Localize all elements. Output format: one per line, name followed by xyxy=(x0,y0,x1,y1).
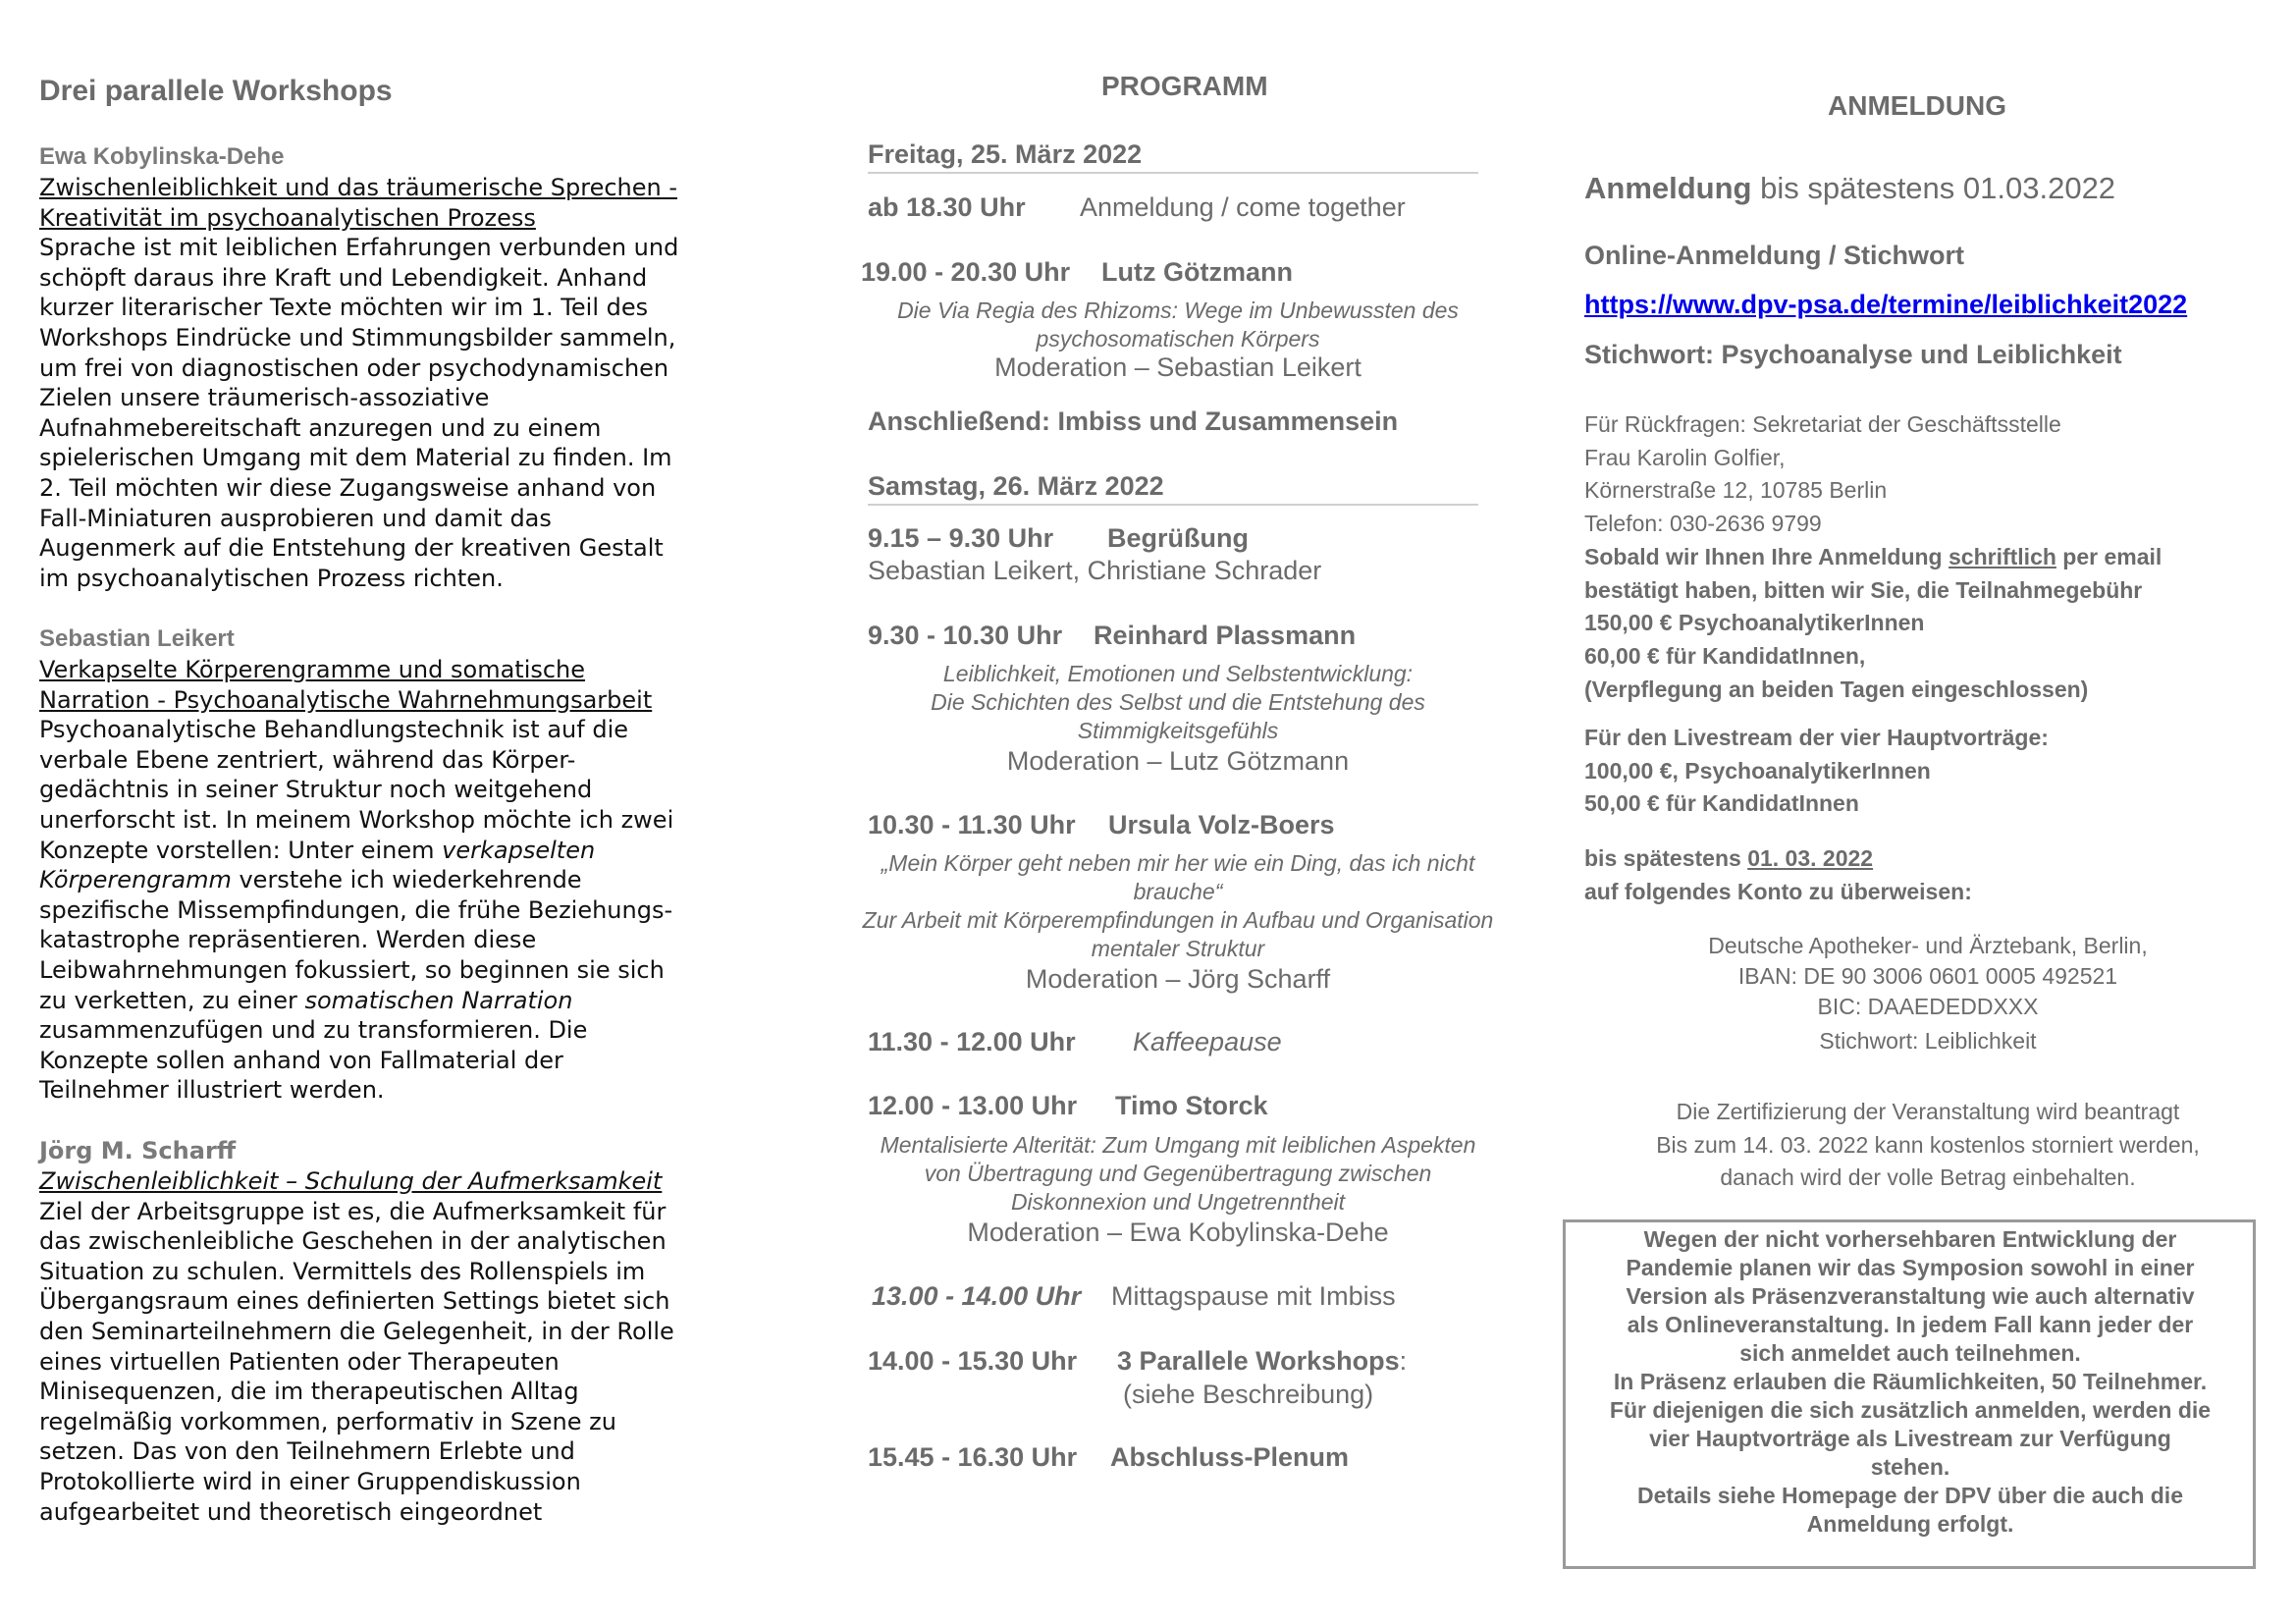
notice-line: Version als Präsenzveranstaltung wie auch alternativ xyxy=(1626,1283,2195,1309)
divider xyxy=(868,504,1478,506)
sat-6-time: 13.00 - 14.00 Uhr xyxy=(872,1281,1082,1311)
fee-line xyxy=(1584,541,2162,574)
fri-2-speaker: Lutz Götzmann xyxy=(1101,257,1293,287)
text-line xyxy=(39,865,726,895)
cert-line: Bis zum 14. 03. 2022 kann kostenlos storniert werden, xyxy=(1656,1131,2200,1158)
payment-line xyxy=(1584,842,1972,876)
online-registration-label: Online-Anmeldung / Stichwort xyxy=(1584,241,1964,270)
sat-6-text: Mittagspause mit Imbiss xyxy=(1111,1281,1396,1311)
text-line: regelmäßig vorkommen, performativ in Szene zu xyxy=(39,1407,616,1435)
talk-line: Mentalisierte Alterität: Zum Umgang mit leiblichen Aspekten xyxy=(880,1132,1476,1158)
notice-line: sich anmeldet auch teilnehmen. xyxy=(1739,1340,2081,1366)
notice-line: stehen. xyxy=(1870,1454,1950,1480)
text-line xyxy=(39,986,726,1016)
text-line: Sprache ist mit leiblichen Erfahrungen verbunden und xyxy=(39,234,679,262)
text-line: schöpft daraus ihre Kraft und Lebendigkeit. Anhand xyxy=(39,263,648,292)
notice-line: In Präsenz erlauben die Räumlichkeiten, 50 Teilnehmer. xyxy=(1613,1369,2208,1394)
underlined-word: schriftlich xyxy=(1949,544,2056,569)
text-segment: Sobald wir Ihnen Ihre Anmeldung xyxy=(1584,544,1949,569)
text-line: Aufnahmebereitschaft anzuregen und zu einem xyxy=(39,413,602,442)
sat-8-time: 15.45 - 16.30 Uhr xyxy=(868,1442,1078,1472)
text-line: 2. Teil möchten wir diese Zugangsweise anhand von xyxy=(39,473,657,502)
italic-term: Körperengramm xyxy=(39,866,232,894)
text-line: eines virtuellen Patienten oder Therapeuten xyxy=(39,1347,560,1376)
fri-2-time: 19.00 - 20.30 Uhr xyxy=(861,257,1071,287)
contact-line: Körnerstraße 12, 10785 Berlin xyxy=(1584,477,1888,504)
workshop-2-title-line-2: Narration - Psychoanalytische Wahrnehmungsarbeit xyxy=(39,685,653,714)
fri-2-moderation: Moderation – Sebastian Leikert xyxy=(994,352,1362,382)
bank-name: Deutsche Apotheker- und Ärztebank, Berlin, xyxy=(1708,933,2148,958)
contact-line: Telefon: 030-2636 9799 xyxy=(1584,511,1822,537)
text-line: spezifische Missempfindungen, die frühe Beziehungs- xyxy=(39,895,673,924)
workshop-2-author: Sebastian Leikert xyxy=(39,625,235,652)
notice-line: Für diejenigen die sich zusätzlich anmelden, werden die xyxy=(1609,1397,2212,1423)
livestream-line: Für den Livestream der vier Hauptvorträge: xyxy=(1584,725,2049,750)
sat-2-talk xyxy=(854,660,1502,745)
registration-heading: ANMELDUNG xyxy=(1828,90,2006,121)
text-line: gedächtnis in seiner Struktur noch weitgehend xyxy=(39,776,593,804)
payment-line: auf folgendes Konto zu überweisen: xyxy=(1584,878,1972,904)
text-line: setzen. Das von den Teilnehmern Erlebte und xyxy=(39,1437,575,1466)
text-line: Fall-Miniaturen ausprobieren und damit das xyxy=(39,504,552,532)
text-line: unerforscht ist. In meinem Workshop möchte ich zwei xyxy=(39,805,674,834)
notice-line: Pandemie planen wir das Symposion sowohl in einer xyxy=(1626,1255,2195,1280)
text-line: spielerischen Umgang mit dem Material zu finden. Im xyxy=(39,444,672,472)
text-line: Protokollierte wird in einer Gruppendiskussion xyxy=(39,1467,581,1495)
keyword-line: Stichwort: Psychoanalyse und Leiblichkeit xyxy=(1584,340,2122,369)
text-line: im psychoanalytischen Prozess richten. xyxy=(39,564,504,592)
registration-link[interactable]: https://www.dpv-psa.de/termine/leiblichkeit2022 xyxy=(1584,290,2188,319)
payment-block xyxy=(1584,842,1972,908)
workshop-1-title-line-1: Zwischenleiblichkeit und das träumerische Sprechen - xyxy=(39,174,678,201)
fee-line: bestätigt haben, bitten wir Sie, die Teilnahmegebühr xyxy=(1584,576,2143,603)
deadline-date: bis spätestens 01.03.2022 xyxy=(1751,171,2116,205)
text-segment: zu verketten, zu einer xyxy=(39,986,305,1014)
talk-line: psychosomatischen Körpers xyxy=(1036,326,1320,352)
divider xyxy=(868,172,1478,174)
text-line xyxy=(39,836,726,866)
fri-1-text: Anmeldung / come together xyxy=(1080,192,1406,222)
livestream-line: 50,00 € für KandidatInnen xyxy=(1584,790,1859,817)
workshop-1-title-line-2: Kreativität im psychoanalytischen Prozess xyxy=(39,203,536,232)
text-line: Psychoanalytische Behandlungstechnik ist auf die xyxy=(39,716,629,744)
text-line: zusammenzufügen und zu transformieren. Die xyxy=(39,1016,588,1045)
workshop-3-title: Zwischenleiblichkeit – Schulung der Aufmerksamkeit xyxy=(39,1167,663,1195)
fri-2-talk xyxy=(854,297,1502,353)
fee-block xyxy=(1584,541,2162,707)
sat-5-moderation: Moderation – Ewa Kobylinska-Dehe xyxy=(967,1218,1389,1247)
text-line: Minisequenzen, die im therapeutischen Alltag xyxy=(39,1378,579,1406)
talk-line: Stimmigkeitsgefühls xyxy=(1077,718,1279,743)
text-line: den Seminarteilnehmern die Gelegenheit, in der Rolle xyxy=(39,1317,674,1345)
fee-line: 60,00 € für KandidatInnen, xyxy=(1584,643,1866,670)
contact-line: Frau Karolin Golfier, xyxy=(1584,444,1786,470)
talk-line: brauche“ xyxy=(1133,879,1223,904)
bank-bic: BIC: DAAEDEDDXXX xyxy=(1817,994,2039,1019)
notice-line: vier Hauptvorträge als Livestream zur Verfügung xyxy=(1649,1426,2171,1451)
notice-line: Wegen der nicht vorhersehbaren Entwicklung der xyxy=(1643,1226,2177,1252)
bank-details xyxy=(1584,931,2271,1056)
text-line: Situation zu schulen. Vermittels des Rollenspiels im xyxy=(39,1257,646,1285)
notice-line: Details siehe Homepage der DPV über die auch die xyxy=(1636,1483,2183,1508)
workshop-1 xyxy=(39,143,726,593)
sat-2-moderation: Moderation – Lutz Götzmann xyxy=(1006,746,1350,776)
text-segment: Konzepte vorstellen: Unter einem xyxy=(39,836,443,864)
bank-reference: Stichwort: Leiblichkeit xyxy=(1819,1028,2037,1054)
day-friday: Freitag, 25. März 2022 xyxy=(868,139,1143,169)
workshop-1-author: Ewa Kobylinska-Dehe xyxy=(39,143,285,170)
day-saturday: Samstag, 26. März 2022 xyxy=(868,471,1164,501)
text-line: Leibwahrnehmungen fokussiert, so beginnen sie sich xyxy=(39,955,665,984)
livestream-line: 100,00 €, PsychoanalytikerInnen xyxy=(1584,757,1931,784)
text-line: verbale Ebene zentriert, während das Körper- xyxy=(39,745,576,774)
workshop-3 xyxy=(39,1137,726,1527)
talk-line: Die Via Regia des Rhizoms: Wege im Unbewussten des xyxy=(897,298,1459,323)
text-line: das zwischenleibliche Geschehen in der analytischen xyxy=(39,1227,667,1256)
notice-line: Anmeldung erfolgt. xyxy=(1806,1511,2014,1537)
text-line: Übergangsraum eines definierten Settings bietet sich xyxy=(39,1287,670,1316)
sat-7-time: 14.00 - 15.30 Uhr xyxy=(868,1346,1078,1376)
sat-3-speaker: Ursula Volz-Boers xyxy=(1108,810,1335,839)
livestream-block xyxy=(1584,722,2049,821)
sat-4-time: 11.30 - 12.00 Uhr xyxy=(868,1027,1076,1056)
sat-1-time: 9.15 – 9.30 Uhr xyxy=(868,523,1054,553)
text-line: kurzer literarischer Texte möchten wir im 1. Teil des xyxy=(39,294,649,322)
notice-line: als Onlineveranstaltung. In jedem Fall kann jeder der xyxy=(1627,1312,2194,1337)
talk-line: Die Schichten des Selbst und die Entstehung des xyxy=(931,689,1425,715)
sat-7-title xyxy=(1117,1346,1407,1377)
fee-line: (Verpflegung an beiden Tagen eingeschlossen) xyxy=(1584,676,2089,702)
talk-line: mentaler Struktur xyxy=(1091,936,1265,961)
sat-7-note: (siehe Beschreibung) xyxy=(1123,1380,1374,1409)
sat-3-moderation: Moderation – Jörg Scharff xyxy=(1025,964,1331,994)
talk-line: Zur Arbeit mit Körperempfindungen in Aufbau und Organisation xyxy=(862,907,1494,933)
sat-5-talk xyxy=(834,1131,1522,1217)
italic-term: verkapselten xyxy=(442,836,596,864)
sat-5-speaker: Timo Storck xyxy=(1115,1091,1268,1120)
text-segment: verstehe ich wiederkehrende xyxy=(231,866,582,894)
sat-8-title: Abschluss-Plenum xyxy=(1110,1442,1350,1472)
talk-line: „Mein Körper geht neben mir her wie ein Ding, das ich nicht xyxy=(881,850,1475,876)
workshops-heading: Drei parallele Workshops xyxy=(39,75,393,107)
sat-2-speaker: Reinhard Plassmann xyxy=(1094,621,1357,650)
text-line: Konzepte sollen anhand von Fallmaterial der xyxy=(39,1046,563,1074)
sat-5-time: 12.00 - 13.00 Uhr xyxy=(868,1091,1078,1120)
talk-line: Leiblichkeit, Emotionen und Selbstentwicklung: xyxy=(942,661,1414,686)
colon: : xyxy=(1399,1346,1408,1376)
fee-line: 150,00 € PsychoanalytikerInnen xyxy=(1584,610,1925,636)
contact-block xyxy=(1584,408,2061,541)
sat-1-title: Begrüßung xyxy=(1107,523,1249,553)
workshop-3-description xyxy=(39,1197,726,1528)
sat-1-names: Sebastian Leikert, Christiane Schrader xyxy=(868,556,1322,585)
program-heading: PROGRAMM xyxy=(1101,71,1268,101)
text-line: katastrophe repräsentieren. Werden diese xyxy=(39,926,537,954)
workshop-2-description xyxy=(39,715,726,1106)
text-line: Teilnehmer illustriert werden. xyxy=(39,1076,385,1105)
certification-block xyxy=(1584,1096,2271,1195)
sat-3-time: 10.30 - 11.30 Uhr xyxy=(868,810,1076,839)
fri-1-time: ab 18.30 Uhr xyxy=(868,192,1026,222)
fri-3: Anschließend: Imbiss und Zusammensein xyxy=(868,406,1399,436)
sat-3-talk xyxy=(825,849,1531,963)
text-line: Augenmerk auf die Entstehung der kreativen Gestalt xyxy=(39,534,664,563)
text-line: um frei von diagnostischen oder psychodynamischen xyxy=(39,353,669,382)
pandemic-notice-text xyxy=(1571,1225,2250,1539)
workshop-3-author: Jörg M. Scharff xyxy=(39,1137,237,1164)
workshop-2-title-line-1: Verkapselte Körperengramme und somatische xyxy=(39,656,586,683)
sat-7-title-text: 3 Parallele Workshops xyxy=(1117,1346,1400,1376)
talk-line: von Übertragung und Gegenübertragung zwischen xyxy=(924,1161,1432,1186)
payment-deadline: 01. 03. 2022 xyxy=(1747,845,1874,871)
text-line: aufgearbeitet und theoretisch eingeordnet xyxy=(39,1497,543,1526)
deadline-label: Anmeldung xyxy=(1584,171,1752,205)
workshop-1-description xyxy=(39,233,726,593)
registration-deadline xyxy=(1584,171,2115,206)
sat-2-time: 9.30 - 10.30 Uhr xyxy=(868,621,1063,650)
text-segment: per email xyxy=(2056,544,2163,569)
cert-line: danach wird der volle Betrag einbehalten. xyxy=(1720,1164,2136,1191)
workshop-2 xyxy=(39,625,726,1106)
text-line: Ziel der Arbeitsgruppe ist es, die Aufmerksamkeit für xyxy=(39,1197,667,1225)
text-line: Workshops Eindrücke und Stimmungsbilder sammeln, xyxy=(39,323,676,352)
text-line: Zielen unsere träumerisch-assoziative xyxy=(39,384,490,412)
sat-4-text: Kaffeepause xyxy=(1133,1027,1282,1056)
cert-line: Die Zertifizierung der Veranstaltung wird beantragt xyxy=(1676,1099,2180,1124)
contact-line: Für Rückfragen: Sekretariat der Geschäftsstelle xyxy=(1584,411,2061,437)
italic-term: somatischen Narration xyxy=(304,986,573,1014)
bank-iban: IBAN: DE 90 3006 0601 0005 492521 xyxy=(1737,963,2118,989)
talk-line: Diskonnexion und Ungetrenntheit xyxy=(1010,1189,1346,1215)
text-segment: bis spätestens xyxy=(1584,845,1748,871)
